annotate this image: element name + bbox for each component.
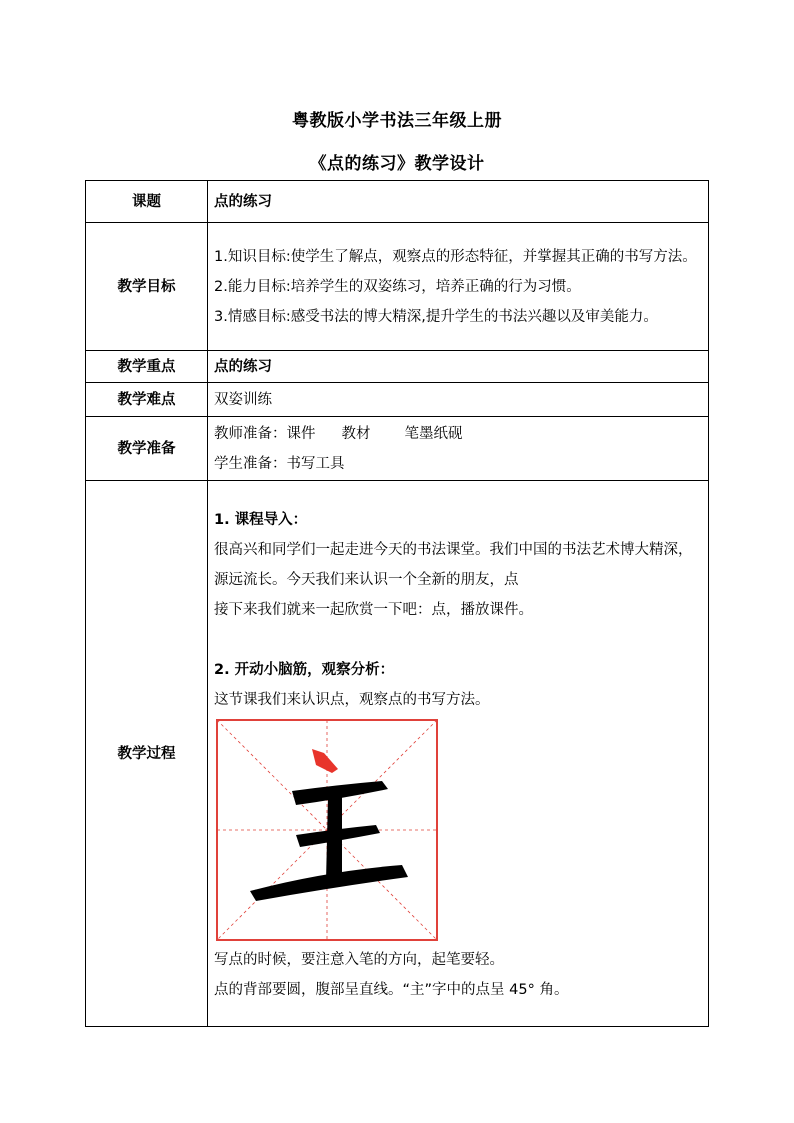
process-label: 教学过程 — [86, 481, 208, 1027]
prep-label: 教学准备 — [86, 417, 208, 481]
row-prep — [86, 417, 709, 481]
intro-paragraph-2: 接下来我们就来一起欣赏一下吧：点，播放课件。 — [214, 602, 533, 618]
teacher-prep-item-textbook: 教材 — [341, 425, 371, 442]
teacher-prep-label: 教师准备：课件 — [214, 425, 316, 442]
row-topic — [86, 181, 709, 223]
character-grid-svg — [216, 719, 438, 941]
observe-tip-1: 写点的时候，要注意入笔的方向，起笔要轻。 — [214, 952, 504, 968]
process-cell — [208, 481, 709, 1027]
row-difficulty — [86, 383, 709, 417]
rice-grid-character — [216, 719, 438, 941]
teacher-prep — [214, 419, 702, 449]
observe-paragraph: 这节课我们来认识点，观察点的书写方法。 — [214, 692, 490, 708]
row-process — [86, 481, 709, 1027]
teacher-prep-item-brush: 笔墨纸砚 — [404, 425, 463, 442]
row-goals — [86, 223, 709, 351]
topic-label: 课题 — [86, 181, 208, 223]
lesson-plan-table — [85, 180, 709, 1027]
goals-cell — [208, 223, 709, 351]
intro-paragraph: 很高兴和同学们一起走进今天的书法课堂。我们中国的书法艺术博大精深，源远流长。今天我们来认识一个全新的朋友，点 — [214, 542, 693, 588]
row-key — [86, 351, 709, 383]
observe-tip-2: 点的背部要圆，腹部呈直线。“主”字中的点呈 45° 角。 — [214, 982, 569, 998]
topic-value: 点的练习 — [208, 181, 709, 223]
difficulty-label: 教学难点 — [86, 383, 208, 417]
section-observe-title: 2. 开动小脑筋，观察分析： — [214, 662, 395, 678]
goal-ability: 2.能力目标:培养学生的双姿练习，培养正确的行为习惯。 — [214, 278, 581, 295]
document-subtitle: 《点的练习》教学设计 — [309, 154, 485, 174]
difficulty-value: 双姿训练 — [208, 383, 709, 417]
key-label: 教学重点 — [86, 351, 208, 383]
student-prep: 学生准备：书写工具 — [214, 455, 345, 472]
goals-label: 教学目标 — [86, 223, 208, 351]
section-intro-title: 1. 课程导入： — [214, 512, 308, 528]
goal-emotion: 3.情感目标:感受书法的博大精深,提升学生的书法兴趣以及审美能力。 — [214, 308, 658, 325]
document-title: 粤教版小学书法三年级上册 — [292, 111, 502, 131]
goal-knowledge: 1.知识目标:使学生了解点，观察点的形态特征，并掌握其正确的书写方法。 — [214, 248, 697, 265]
key-value: 点的练习 — [208, 351, 709, 383]
prep-cell — [208, 417, 709, 481]
